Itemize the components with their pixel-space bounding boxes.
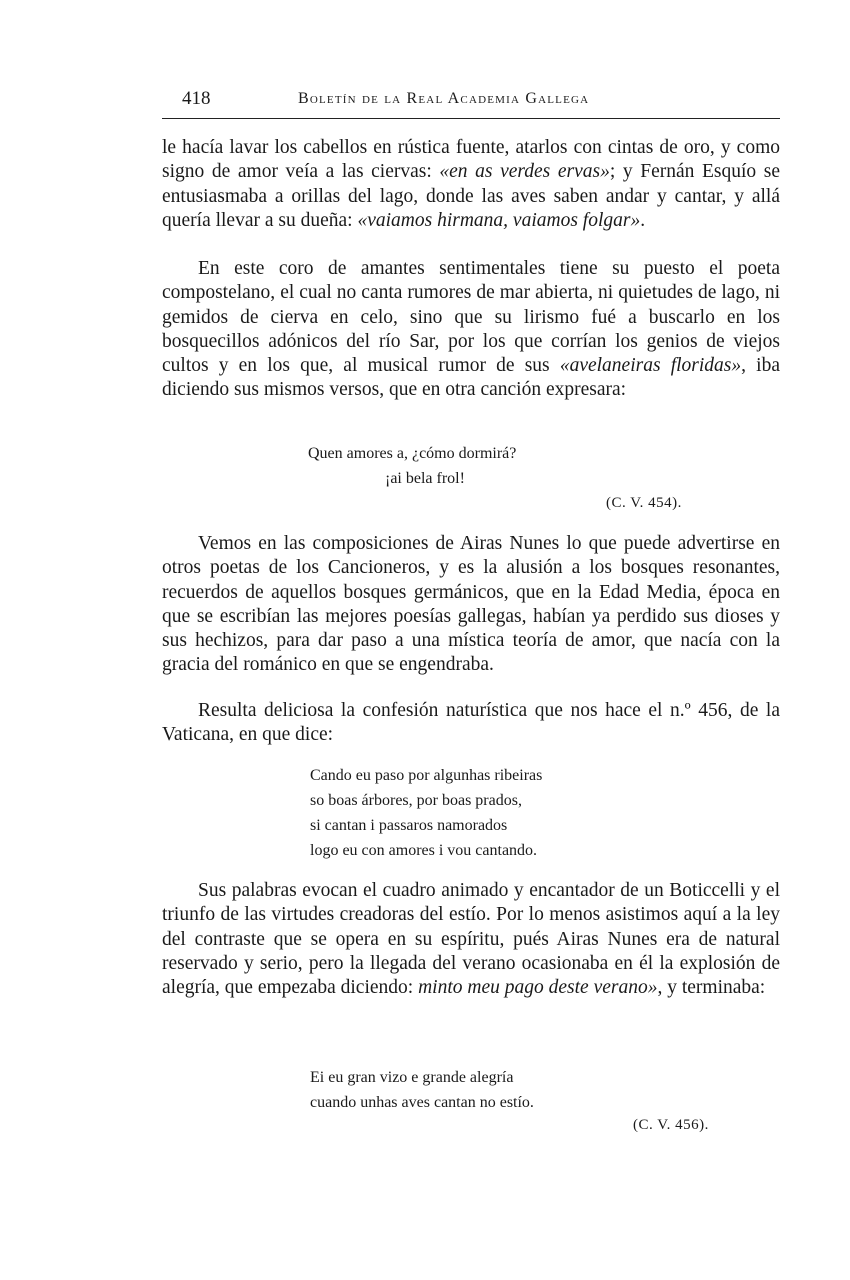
text-segment: le hacía lavar los cabellos en rústica fuente, atarlos con cintas de oro, y como signo de amor veía a las ciervas: xyxy=(162,137,780,183)
citation-3: (C. V. 456). xyxy=(633,1117,709,1133)
verse-line: cuando unhas aves cantan no estío. xyxy=(310,1094,534,1111)
verse-line: Cando eu paso por algunhas ribeiras xyxy=(310,767,543,784)
verse-line: so boas árbores, por boas prados, xyxy=(310,792,522,809)
verse-line: Quen amores a, ¿cómo dormirá? xyxy=(308,445,517,462)
text-segment: , y terminaba: xyxy=(657,977,766,999)
citation-1: (C. V. 454). xyxy=(606,495,682,511)
paragraph-5 xyxy=(162,879,780,1000)
paragraph-4 xyxy=(162,699,780,748)
verse-quote-3 xyxy=(310,1065,534,1115)
verse-quote-2 xyxy=(310,763,542,863)
text-segment: Vemos en las composiciones de Airas Nunes lo que puede advertirse en otros poetas de los Cancioneros, y es la alusión a los bosques resonantes, recuerdos de aquellos bosques germánicos, que en la Edad Media, época en que se escribían las mejores poesías gallegas, habían ya perdido sus dioses y sus hechizos, para dar paso a una mística teoría de amor, que nacía con la gracia del románico en que se engendraba. xyxy=(162,533,780,676)
text-segment: En este coro de amantes sentimentales tiene su puesto el poeta compostelano, el cual no canta rumores de mar abierta, ni quietudes de lago, ni gemidos de cierva en celo, sino que su lirismo fué a buscarlo en los bosquecillos adónicos del río Sar, por los que corrían los genios de viejos cultos y en los que, al musical rumor de sus xyxy=(162,258,780,377)
verse-line: Ei eu gran vizo e grande alegría xyxy=(310,1069,514,1086)
quote-segment: «en as verdes ervas» xyxy=(439,161,610,183)
text-segment: ; y Fernán Esquío se entusiasmaba a orillas del lago, donde las aves saben andar y cantar, y allá quería llevar a su dueña: xyxy=(162,161,781,231)
quote-segment: «vaiamos hirmana, vaiamos folgar» xyxy=(357,209,641,231)
page-number: 418 xyxy=(182,88,211,109)
verse-line: logo eu con amores i vou cantando. xyxy=(310,842,538,859)
paragraph-1 xyxy=(162,136,780,233)
text-segment: . xyxy=(640,209,646,231)
verse-line: ¡ai bela frol! xyxy=(385,470,465,487)
paragraph-3 xyxy=(162,532,780,678)
verse-quote-1 xyxy=(308,441,516,491)
journal-title: Boletín de la Real Academia Gallega xyxy=(298,90,590,107)
text-segment: Resulta deliciosa la confesión naturística que nos hace el n.º 456, de la Vaticana, en que dice: xyxy=(162,700,780,746)
text-segment: , iba diciendo sus mismos versos, que en otra canción expresara: xyxy=(162,355,780,401)
quote-segment: minto meu pago deste verano» xyxy=(418,977,658,999)
running-header xyxy=(162,88,780,119)
verse-line: si cantan i passaros namorados xyxy=(310,817,508,834)
text-segment: Sus palabras evocan el cuadro animado y encantador de un Boticcelli y el triunfo de las virtudes creadoras del estío. Por lo menos asistimos aquí a la ley del contraste que se opera en su espíritu, pués Airas Nunes era de natural reservado y serio, pero la llegada del verano ocasionaba en él la explosión de alegría, que empezaba diciendo: xyxy=(162,880,780,999)
paragraph-2 xyxy=(162,257,780,403)
quote-segment: «avelaneiras floridas» xyxy=(559,355,742,377)
